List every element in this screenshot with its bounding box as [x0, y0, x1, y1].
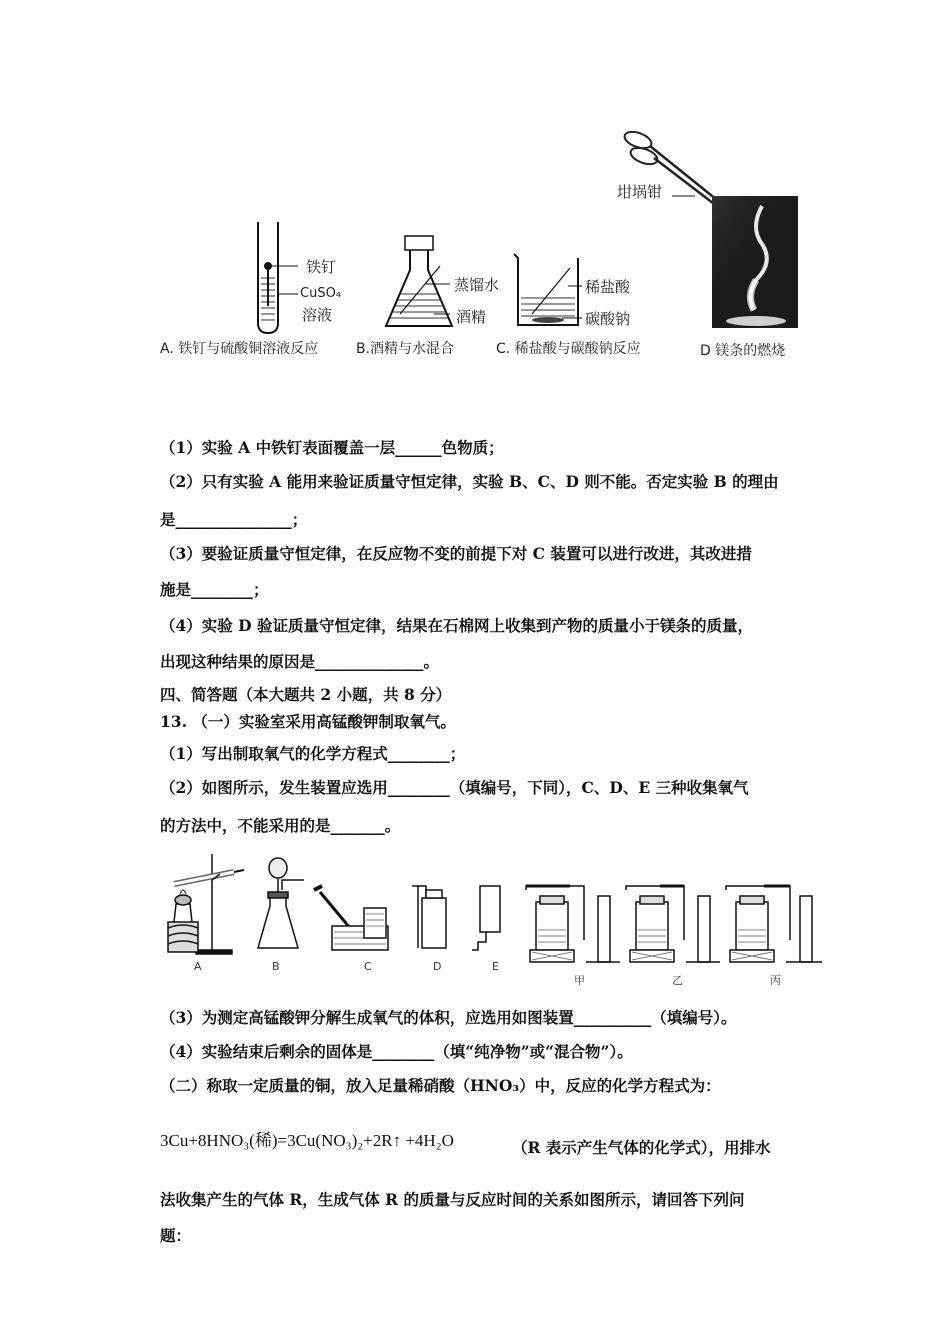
- caption-c: C. 稀盐酸与碳酸钠反应: [496, 341, 641, 357]
- water-label: 蒸馏水: [454, 276, 500, 294]
- apparatus-c: [314, 886, 388, 950]
- question-13-part-two: （二）称取一定质量的铜，放入足量稀硝酸（HNO₃）中，反应的化学方程式为：: [160, 1076, 721, 1095]
- hcl-label: 稀盐酸: [585, 278, 631, 296]
- label-e: E: [492, 960, 499, 973]
- question-13-part-2-line-2: 的方法中，不能采用的是_______。: [160, 816, 401, 835]
- question-3-line-1: （3）要验证质量守恒定律，在反应物不变的前提下对 C 装置可以进行改进，其改进措: [160, 544, 752, 563]
- tongs-label: 坩埚钳: [617, 183, 663, 201]
- label-d: D: [433, 960, 442, 973]
- experiment-figure: [150, 118, 820, 368]
- caption-b: B.酒精与水混合: [356, 341, 455, 357]
- paragraph-line-3: 题：: [160, 1226, 192, 1245]
- section-heading: 四、简答题（本大题共 2 小题，共 8 分）: [160, 685, 452, 704]
- question-13-part-2-line-1: （2）如图所示，发生装置应选用________（填编号，下同），C、D、E 三种收集氧气: [160, 778, 749, 797]
- question-13-part-3: （3）为测定高锰酸钾分解生成氧气的体积，应选用如图装置__________（填编号）。: [160, 1008, 737, 1027]
- question-4-line-2: 出现这种结果的原因是______________。: [160, 652, 440, 671]
- apparatus-yi: [626, 886, 720, 962]
- apparatus-figure: [160, 850, 825, 970]
- caption-a: A. 铁钉与硫酸铜溶液反应: [160, 341, 319, 357]
- label-jia: 甲: [574, 974, 585, 987]
- flask-b: [386, 236, 452, 326]
- label-a: A: [194, 960, 202, 973]
- na2co3-label: 碳酸钠: [585, 310, 631, 328]
- cuso4-label: CuSO₄: [300, 286, 342, 301]
- apparatus-b: [258, 858, 304, 948]
- nail-label: 铁钉: [306, 258, 337, 276]
- question-4-line-1: （4）实验 D 验证质量守恒定律，结果在石棉网上收集到产物的质量小于镁条的质量，: [160, 616, 754, 635]
- caption-d: D 镁条的燃烧: [700, 343, 786, 359]
- magnesium-photo: [712, 196, 798, 328]
- question-2-line-2: 是_______________；: [160, 510, 308, 529]
- label-b: B: [272, 960, 280, 973]
- solution-label: 溶液: [302, 306, 333, 324]
- chemical-equation: 3Cu+8HNO₃(稀)=3Cu(NO₃)₂+2R↑ +4H₂O: [160, 1131, 454, 1150]
- apparatus-a: [168, 854, 244, 954]
- label-c: C: [364, 960, 372, 973]
- test-tube-a: [258, 222, 298, 333]
- label-yi: 乙: [672, 974, 683, 987]
- paragraph-line-2: 法收集产生的气体 R，生成气体 R 的质量与反应时间的关系如图所示，请回答下列问: [160, 1190, 745, 1209]
- equation-note: （R 表示产生气体的化学式），用排水: [512, 1138, 771, 1157]
- question-13: 13. （一）实验室采用高锰酸钾制取氧气。: [160, 712, 456, 731]
- alcohol-label: 酒精: [456, 308, 487, 326]
- label-bing: 丙: [770, 974, 781, 987]
- apparatus-d: [412, 886, 446, 948]
- apparatus-e: [472, 886, 500, 950]
- apparatus-bing: [726, 886, 822, 962]
- apparatus-jia: [526, 886, 620, 962]
- beaker-c: [514, 254, 582, 325]
- question-1: （1）实验 A 中铁钉表面覆盖一层______色物质；: [160, 438, 504, 457]
- question-13-part-4: （4）实验结束后剩余的固体是________（填“纯净物”或“混合物”）。: [160, 1042, 633, 1061]
- question-13-part-1: （1）写出制取氧气的化学方程式________；: [160, 744, 466, 763]
- question-3-line-2: 施是________；: [160, 580, 269, 599]
- question-2-line-1: （2）只有实验 A 能用来验证质量守恒定律，实验 B、C、D 则不能。否定实验 B 的理由: [160, 472, 779, 491]
